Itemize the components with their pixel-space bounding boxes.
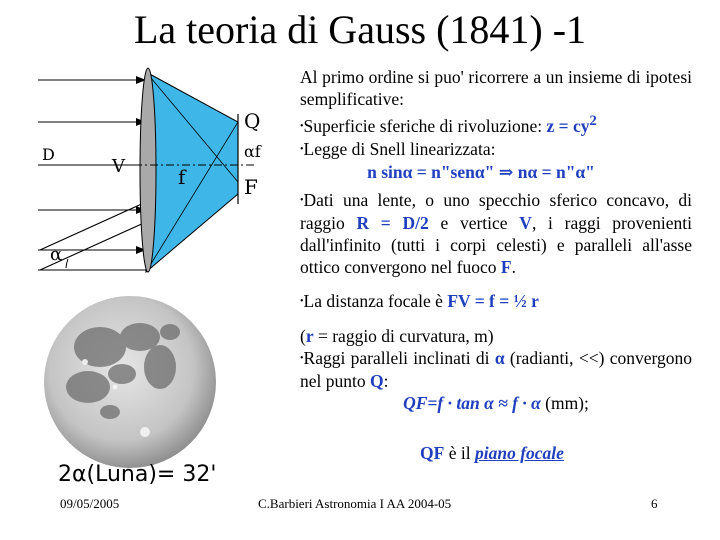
slide-title: La teoria di Gauss (1841) -1 (133, 7, 587, 52)
inclined-text-a: Raggi paralleli inclinati di (303, 347, 495, 368)
lens-text-d: . (511, 256, 516, 277)
label-alpha-f: αf (244, 142, 261, 161)
focal-plane-line (300, 442, 692, 464)
label-Q: Q (244, 109, 261, 133)
label-F: F (244, 175, 258, 199)
snell-formula: n sinα = n"senα" ⇒ nα = n"α" (367, 161, 595, 182)
lens (140, 68, 156, 272)
moon-image (40, 292, 220, 472)
bullet: • (300, 295, 304, 307)
bullet-inclined (300, 347, 692, 392)
radius-formula: R = D/2 (356, 212, 429, 233)
inclined-text-c: : (383, 370, 389, 391)
formula-sup: 2 (589, 113, 597, 129)
lens-text-a: Dati una lente, o uno specchio sferico concavo, di raggio (300, 189, 692, 233)
q-symbol: Q (370, 370, 384, 391)
bullet-focal-distance (300, 290, 692, 313)
footer-page-number: 6 (651, 496, 658, 511)
qf-formula: QF=f · tan α ≈ f · α (403, 392, 541, 413)
bullet: • (300, 352, 304, 364)
slide-body (300, 66, 692, 464)
lens-text-b: e vertice (428, 212, 520, 233)
focus-symbol: F (500, 256, 512, 277)
inclined-text-b: (radianti, <<) convergono nel punto (300, 347, 693, 391)
bullet: • (300, 194, 304, 206)
qf-line (300, 392, 692, 414)
vertex-symbol: V (519, 212, 532, 233)
surfaces-text: Superficie sferiche di rivoluzione: (303, 115, 547, 136)
bullet: • (300, 120, 304, 132)
label-f: f (178, 165, 186, 189)
light-beam (146, 72, 238, 272)
focal-plane-term: piano focale (474, 442, 564, 463)
focal-plane-text: è il (444, 442, 475, 463)
surface-formula (546, 113, 597, 136)
bullet-surfaces (300, 110, 692, 138)
bullet: • (300, 143, 304, 155)
footer-author: C.Barbieri Astronomia I AA 2004-05 (258, 496, 452, 511)
radius-note-text: = raggio di curvatura, m) (313, 325, 494, 346)
focal-text: La distanza focale è (303, 290, 448, 311)
radius-note (300, 325, 692, 347)
moon-label: 2α(Luna)= 32' (58, 462, 217, 487)
lens-diagram (28, 62, 288, 282)
radius-note-open: ( (300, 325, 306, 346)
bullet-snell (300, 138, 692, 161)
formula-main: z = cy (546, 115, 590, 136)
intro-line: Al primo ordine si puo' ricorrere a un insieme di ipotesi semplificative: (300, 67, 692, 109)
label-alpha: α (50, 244, 63, 265)
snell-text: Legge di Snell linearizzata: (303, 138, 496, 159)
radius-symbol: r (305, 325, 314, 346)
label-V: V (112, 156, 125, 177)
qf-unit: (mm); (540, 392, 589, 413)
footer-date: 09/05/2005 (60, 496, 120, 511)
lens-text-c: , i raggi provenienti dall'infinito (tutti i corpi celesti) e paralleli all'asse ottico convergono nel fuoco (300, 212, 692, 277)
qf-symbol: QF (420, 442, 445, 463)
focal-formula: FV = f = ½ r (447, 290, 539, 311)
label-D: D (42, 145, 55, 164)
bullet-lens (300, 189, 692, 278)
alpha-symbol: α (494, 347, 505, 368)
